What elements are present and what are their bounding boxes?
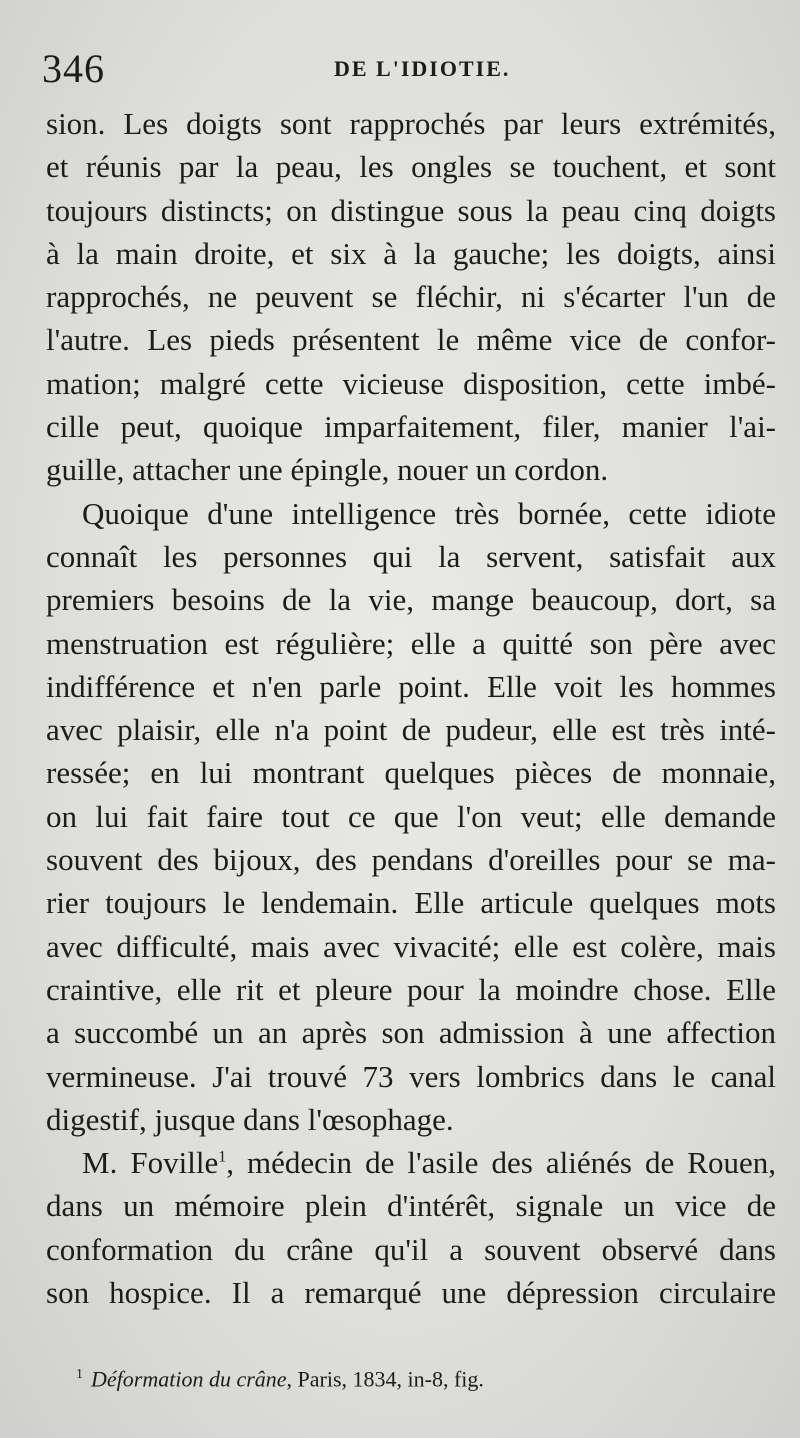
text-line: avec difficulté, mais avec vivacité; elle est colère, mais [46,928,776,964]
text-line: rier toujours le lendemain. Elle articule quelques mots [46,885,776,921]
paragraph-3 [46,1141,776,1314]
text-line: toujours distincts; on distingue sous la peau cinq doigts [46,192,776,228]
footnote-citation: , Paris, 1834, in-8, fig. [286,1366,484,1392]
text-fragment: , médecin de l'asile des aliénés de Rouen, [226,1145,776,1181]
text-line: à la main droite, et six à la gauche; les doigts, ainsi [46,235,776,271]
footnote [76,1358,776,1396]
text-line: indifférence et n'en parle point. Elle voit les hommes [46,668,776,704]
text-line: connaît les personnes qui la servent, satisfait aux [46,538,776,574]
text-line: a succombé un an après son admission à une affection [46,1015,776,1051]
running-head: DE L'IDIOTIE. [334,56,511,81]
footnote-marker: 1 [76,1367,83,1382]
page-header [42,44,772,94]
text-line: cille peut, quoique imparfaitement, filer, manier l'ai- [46,409,776,445]
author-name: M. Foville [82,1145,219,1181]
text-line: ressée; en lui montrant quelques pièces de monnaie, [46,755,776,791]
text-line: son hospice. Il a remarqué une dépression circulaire [46,1275,776,1311]
text-line: avec plaisir, elle n'a point de pudeur, elle est très inté- [46,712,776,748]
text-line: on lui fait faire tout ce que l'on veut; elle demande [46,798,776,834]
footnote-title: Déformation du crâne [91,1366,287,1392]
text-line: et réunis par la peau, les ongles se touchent, et sont [46,149,776,185]
text-line: craintive, elle rit et pleure pour la moindre chose. Elle [46,971,776,1007]
text-line: guille, attacher une épingle, nouer un cordon. [46,452,609,488]
footnote-reference[interactable]: 1 [218,1148,227,1166]
text-line: l'autre. Les pieds présentent le même vice de confor- [46,322,776,358]
text-line [46,1141,776,1184]
text-line: premiers besoins de la vie, mange beaucoup, dort, sa [46,582,776,618]
text-line: souvent des bijoux, des pendans d'oreilles pour se ma- [46,842,776,878]
text-line: Quoique d'une intelligence très bornée, cette idiote [82,495,776,531]
page-number: 346 [42,46,105,91]
text-line: menstruation est régulière; elle a quitté son père avec [46,625,776,661]
paragraph-1 [46,102,776,492]
text-line: mation; malgré cette vicieuse disposition, cette imbé- [46,365,776,401]
text-line: dans un mémoire plein d'intérêt, signale un vice de [46,1188,776,1224]
text-line: vermineuse. J'ai trouvé 73 vers lombrics dans le canal [46,1058,776,1094]
text-line: digestif, jusque dans l'œsophage. [46,1101,454,1137]
text-line: sion. Les doigts sont rapprochés par leurs extrémités, [46,106,776,141]
paragraph-2 [46,492,776,1141]
text-line: rapprochés, ne peuvent se fléchir, ni s'écarter l'un de [46,279,776,315]
text-line: conformation du crâne qu'il a souvent observé dans [46,1231,776,1267]
body-text [46,102,776,1314]
